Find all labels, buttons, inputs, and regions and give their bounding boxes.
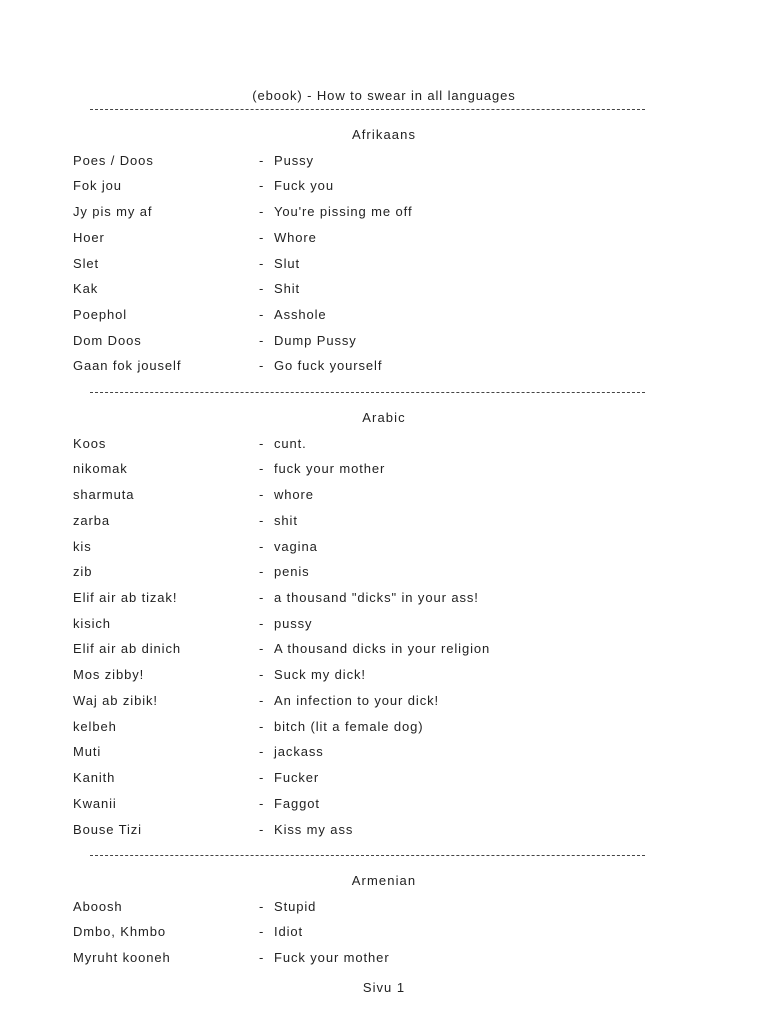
entry-term: Kwanii <box>73 796 117 811</box>
entry-separator: - <box>259 513 264 528</box>
entry-meaning: cunt. <box>274 436 307 451</box>
entry-term: Jy pis my af <box>73 204 153 219</box>
entry-meaning: shit <box>274 513 298 528</box>
entry-separator: - <box>259 564 264 579</box>
entry-meaning: Fuck your mother <box>274 950 390 965</box>
entry-separator: - <box>259 307 264 322</box>
entry-term: Kanith <box>73 770 116 785</box>
list-item <box>73 256 693 274</box>
entry-term: zarba <box>73 513 111 528</box>
entry-term: Mos zibby! <box>73 667 145 682</box>
entry-term: Slet <box>73 256 100 271</box>
entry-meaning: Asshole <box>274 307 327 322</box>
entry-term: Koos <box>73 436 107 451</box>
entry-meaning: a thousand "dicks" in your ass! <box>274 590 479 605</box>
list-item <box>73 178 693 196</box>
list-item <box>73 358 693 376</box>
section-heading-afrikaans: Afrikaans <box>351 127 417 142</box>
list-item <box>73 281 693 299</box>
entry-meaning: jackass <box>274 744 324 759</box>
list-item <box>73 641 693 659</box>
list-item <box>73 461 693 479</box>
entry-term: Elif air ab dinich <box>73 641 181 656</box>
entry-separator: - <box>259 744 264 759</box>
list-item <box>73 693 693 711</box>
entry-separator: - <box>259 616 264 631</box>
entry-meaning: vagina <box>274 539 318 554</box>
list-item <box>73 770 693 788</box>
entry-meaning: Kiss my ass <box>274 822 354 837</box>
list-item <box>73 307 693 325</box>
entry-separator: - <box>259 796 264 811</box>
entry-separator: - <box>259 950 264 965</box>
list-item <box>73 924 693 942</box>
entry-meaning: penis <box>274 564 310 579</box>
list-item <box>73 719 693 737</box>
entry-separator: - <box>259 539 264 554</box>
entry-term: kisich <box>73 616 111 631</box>
entry-meaning: Go fuck yourself <box>274 358 383 373</box>
entry-term: Hoer <box>73 230 105 245</box>
entry-term: Poephol <box>73 307 128 322</box>
list-item <box>73 436 693 454</box>
list-item <box>73 590 693 608</box>
entry-separator: - <box>259 487 264 502</box>
section-divider <box>90 392 645 393</box>
entry-meaning: Dump Pussy <box>274 333 357 348</box>
entry-meaning: Stupid <box>274 899 317 914</box>
entry-term: Dmbo, Khmbo <box>73 924 166 939</box>
entry-separator: - <box>259 281 264 296</box>
section-heading-armenian: Armenian <box>351 873 417 888</box>
section-divider <box>90 855 645 856</box>
entry-meaning: Slut <box>274 256 301 271</box>
list-item <box>73 230 693 248</box>
list-item <box>73 950 693 968</box>
page-footer: Sivu 1 <box>362 980 406 995</box>
entry-term: Waj ab zibik! <box>73 693 158 708</box>
entry-term: Muti <box>73 744 102 759</box>
list-item <box>73 204 693 222</box>
entry-meaning: bitch (lit a female dog) <box>274 719 424 734</box>
entry-meaning: Whore <box>274 230 317 245</box>
list-item <box>73 822 693 840</box>
entry-separator: - <box>259 204 264 219</box>
entry-separator: - <box>259 178 264 193</box>
entry-meaning: Pussy <box>274 153 314 168</box>
entry-separator: - <box>259 153 264 168</box>
entry-term: Gaan fok jouself <box>73 358 182 373</box>
entry-term: sharmuta <box>73 487 135 502</box>
entry-term: Myruht kooneh <box>73 950 171 965</box>
section-divider <box>90 109 645 110</box>
entry-meaning: Fuck you <box>274 178 334 193</box>
entry-separator: - <box>259 641 264 656</box>
entry-meaning: An infection to your dick! <box>274 693 440 708</box>
entry-separator: - <box>259 256 264 271</box>
entry-meaning: fuck your mother <box>274 461 386 476</box>
entry-term: Bouse Tizi <box>73 822 142 837</box>
entry-term: nikomak <box>73 461 128 476</box>
entry-term: Dom Doos <box>73 333 142 348</box>
entry-separator: - <box>259 461 264 476</box>
document-title: (ebook) - How to swear in all languages <box>252 88 516 103</box>
entry-term: Poes / Doos <box>73 153 154 168</box>
entry-separator: - <box>259 590 264 605</box>
entry-separator: - <box>259 333 264 348</box>
entry-meaning: Idiot <box>274 924 304 939</box>
list-item <box>73 616 693 634</box>
entry-meaning: Shit <box>274 281 301 296</box>
entry-meaning: Fucker <box>274 770 320 785</box>
entry-meaning: A thousand dicks in your religion <box>274 641 491 656</box>
list-item <box>73 667 693 685</box>
entry-separator: - <box>259 436 264 451</box>
entry-separator: - <box>259 693 264 708</box>
list-item <box>73 796 693 814</box>
list-item <box>73 899 693 917</box>
list-item <box>73 487 693 505</box>
list-item <box>73 153 693 171</box>
entry-term: zib <box>73 564 93 579</box>
entry-separator: - <box>259 358 264 373</box>
entry-term: Kak <box>73 281 99 296</box>
list-item <box>73 539 693 557</box>
entry-separator: - <box>259 924 264 939</box>
entry-separator: - <box>259 719 264 734</box>
entry-meaning: whore <box>274 487 314 502</box>
entry-term: kis <box>73 539 92 554</box>
entry-separator: - <box>259 899 264 914</box>
entry-separator: - <box>259 230 264 245</box>
entry-term: Aboosh <box>73 899 123 914</box>
entry-meaning: pussy <box>274 616 313 631</box>
entry-term: kelbeh <box>73 719 117 734</box>
entry-meaning: You're pissing me off <box>274 204 413 219</box>
section-heading-arabic: Arabic <box>362 410 406 425</box>
entry-separator: - <box>259 822 264 837</box>
list-item <box>73 513 693 531</box>
list-item <box>73 744 693 762</box>
entry-separator: - <box>259 667 264 682</box>
list-item <box>73 333 693 351</box>
entry-term: Elif air ab tizak! <box>73 590 178 605</box>
entry-meaning: Faggot <box>274 796 320 811</box>
entry-term: Fok jou <box>73 178 122 193</box>
entry-meaning: Suck my dick! <box>274 667 366 682</box>
entry-separator: - <box>259 770 264 785</box>
list-item <box>73 564 693 582</box>
